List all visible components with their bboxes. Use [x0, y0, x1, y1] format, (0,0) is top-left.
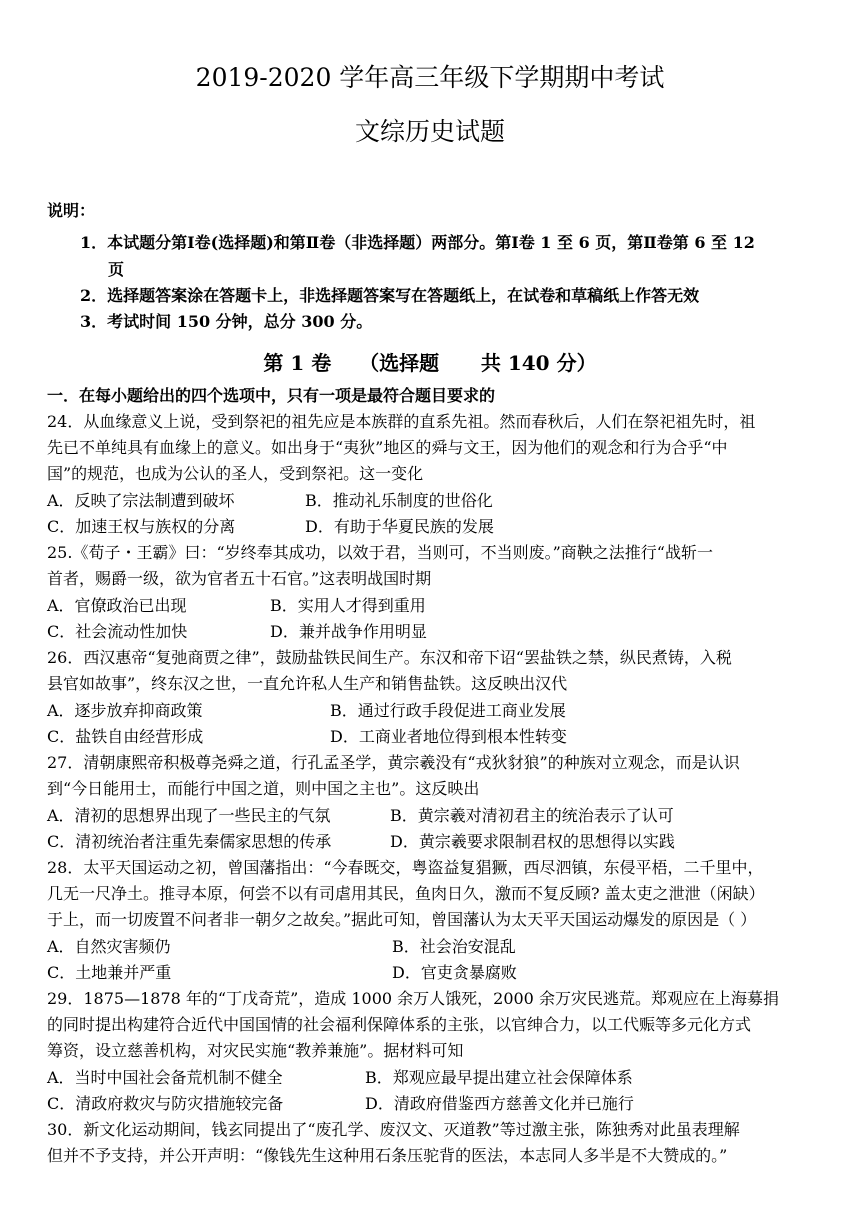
option-b: B．实用人才得到重用	[270, 596, 426, 615]
question-stem-line: 首者，赐爵一级，欲为官者五十石官。”这表明战国时期	[47, 569, 432, 588]
option-c: C．加速王权与族权的分离	[47, 517, 236, 536]
option-d: D．清政府借鉴西方慈善文化并已施行	[365, 1094, 634, 1113]
option-c: C．盐铁自由经营形成	[47, 727, 204, 746]
question-stem-line: 到“今日能用士，而能行中国之道，则中国之主也”。这反映出	[47, 779, 480, 798]
option-d: D．工商业者地位得到根本性转变	[330, 727, 567, 746]
question-stem-line: 筹资，设立慈善机构，对灾民实施“教养兼施”。据材料可知	[47, 1041, 464, 1060]
option-d: D．官吏贪暴腐败	[392, 963, 517, 982]
question-stem-line: 27．清朝康熙帝积极尊尧舜之道，行孔孟圣学，黄宗羲没有“戎狄豺狼”的种族对立观念，而是认识	[47, 753, 740, 772]
question-stem-line: 28．太平天国运动之初，曾国藩指出：“今春既交，粤盗益复猖獗，西尽泗镇，东侵平梧，二千里中，	[47, 858, 764, 877]
instruction-item-1-cont: 页	[108, 260, 125, 279]
question-stem-line: 于上，而一切废置不问者非一朝夕之故矣。”据此可知，曾国藩认为太天平天国运动爆发的原因是（ ）	[47, 910, 757, 929]
option-a: A．当时中国社会备荒机制不健全	[47, 1068, 283, 1087]
instruction-item-2: 2．选择题答案涂在答题卡上，非选择题答案写在答题纸上，在试卷和草稿纸上作答无效	[80, 286, 700, 305]
option-d: D．有助于华夏民族的发展	[305, 517, 494, 536]
question-stem-line: 29．1875—1878 年的“丁戊奇荒”，造成 1000 余万人饿死，2000 余万灾民逃荒。郑观应在上海募捐	[47, 989, 779, 1008]
option-c: C．土地兼并严重	[47, 963, 172, 982]
instructions-label: 说明：	[47, 201, 96, 220]
option-a: A．逐步放弃抑商政策	[47, 701, 203, 720]
exam-subtitle: 文综历史试题	[354, 117, 505, 146]
part-heading: 一．在每小题给出的四个选项中，只有一项是最符合题目要求的	[47, 386, 496, 405]
question-stem-line: 26．西汉惠帝“复弛商贾之律”，鼓励盐铁民间生产。东汉和帝下诏“罢盐铁之禁，纵民煮铸，入税	[47, 648, 732, 667]
option-c: C．清初统治者注重先秦儒家思想的传承	[47, 832, 332, 851]
question-stem-line: 24．从血缘意义上说，受到祭祀的祖先应是本族群的直系先祖。然而春秋后，人们在祭祀祖先时，祖	[47, 412, 756, 431]
question-stem-line: 县官如故事”，终东汉之世，一直允许私人生产和销售盐铁。这反映出汉代	[47, 674, 568, 693]
option-c: C．清政府救灾与防灾措施较完备	[47, 1094, 284, 1113]
option-b: B．通过行政手段促进工商业发展	[330, 701, 566, 720]
option-a: A．自然灾害频仍	[47, 937, 171, 956]
option-b: B．社会治安混乱	[392, 937, 516, 956]
question-stem-line: 的同时提出构建符合近代中国国情的社会福利保障体系的主张，以官绅合力，以工代赈等多元化方式	[47, 1015, 752, 1034]
option-d: D．黄宗羲要求限制君权的思想得以实践	[390, 832, 675, 851]
section-title: 第 1 卷 （选择题 共 140 分）	[263, 351, 597, 375]
option-b: B．黄宗羲对清初君主的统治表示了认可	[390, 806, 674, 825]
option-c: C．社会流动性加快	[47, 622, 188, 641]
instruction-item-3: 3．考试时间 150 分钟，总分 300 分。	[80, 312, 373, 331]
question-stem-line: 25.《荀子・王霸》曰：“岁终奉其成功，以效于君，当则可，不当则废。”商鞅之法推行“战斩一	[47, 543, 713, 562]
option-b: B．郑观应最早提出建立社会保障体系	[365, 1068, 633, 1087]
question-stem-line: 30．新文化运动期间，钱玄同提出了“废孔学、废汉文、灭道教”等过激主张，陈独秀对此虽表理解	[47, 1120, 740, 1139]
question-stem-line: 但并不予支持，并公开声明：“像钱先生这种用石条压驼背的医法，本志同人多半是不大赞成的。”	[47, 1146, 728, 1165]
option-a: A．反映了宗法制遭到破坏	[47, 491, 235, 510]
question-stem-line: 国”的规范，也成为公认的圣人，受到祭祀。这一变化	[47, 464, 424, 483]
instruction-item-1: 1．本试题分第Ⅰ卷(选择题)和第Ⅱ卷（非选择题）两部分。第Ⅰ卷 1 至 6 页，第Ⅱ卷第 6 至 12	[80, 233, 755, 252]
option-b: B．推动礼乐制度的世俗化	[305, 491, 493, 510]
question-stem-line: 几无一尺净土。推寻本原，何尝不以有司虐用其民，鱼肉日久，激而不复反顾? 盖太吏之泄泄（闲缺）	[47, 884, 765, 903]
option-d: D．兼并战争作用明显	[270, 622, 427, 641]
question-stem-line: 先已不单纯具有血缘上的意义。如出身于“夷狄”地区的舜与文王，因为他们的观念和行为合乎“中	[47, 438, 728, 457]
exam-title: 2019-2020 学年高三年级下学期期中考试	[195, 63, 665, 92]
option-a: A．清初的思想界出现了一些民主的气氛	[47, 806, 331, 825]
option-a: A．官僚政治已出现	[47, 596, 187, 615]
